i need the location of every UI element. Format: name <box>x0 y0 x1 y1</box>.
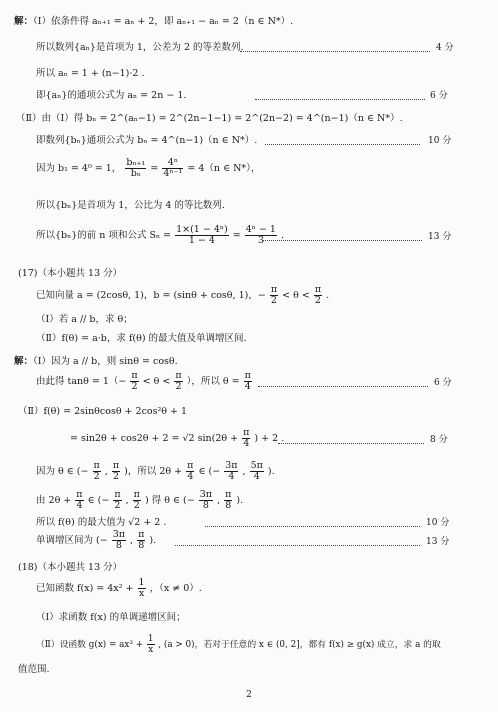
line-text: 即{aₙ}的通项公式为 aₙ = 2n − 1. <box>36 90 187 101</box>
score-leader <box>258 386 428 387</box>
fraction: $\frac{\pi}{4}$ <box>187 460 194 482</box>
equation-line: 已知向量 a = (2cosθ, 1)，b = (sinθ + cosθ, 1)，− $\frac{\pi}{2}$ < θ < $\frac{\pi}{2}$ . <box>36 284 330 306</box>
fraction: $\frac{1}{x}$ <box>147 634 154 655</box>
score-leader <box>205 526 420 527</box>
line-text: （Ⅱ）f(θ) = 2sinθcosθ + 2cos²θ + 1 <box>18 406 188 417</box>
line-text: 所以{bₙ}是首项为 1，公比为 4 的等比数列. <box>36 200 225 211</box>
equation-line: 所以{bₙ}的前 n 项和公式 Sₙ = $\frac{\text{1×(1 − 4ⁿ)}}{1 - 4}$ = $\frac{\text{4ⁿ − 1}}{3}$ . <box>36 224 285 246</box>
equation-line: （Ⅱ）设函数 g(x) = ax³ + $\frac{1}{x}$ , (a > 0)，若对于任意的 x ∈ (0, 2]，都有 f(x) ≥ g(x) 成立，求 a 的取 <box>36 634 441 655</box>
score-leader <box>278 443 424 444</box>
fraction: $\frac{1}{x}$ <box>138 577 145 599</box>
score-leader <box>265 144 420 145</box>
fraction: $\frac{3\pi}{4}$ <box>225 460 238 482</box>
equation-line: = sin2θ + cos2θ + 2 = √2 sin(2θ + $\frac{\pi}{4}$ ) + 2 . <box>70 427 285 449</box>
question-part: （Ⅰ）若 a // b，求 θ； <box>36 314 133 325</box>
line-text: 值范围. <box>18 664 50 675</box>
score: 8 分 <box>430 435 448 445</box>
fraction: $\frac{\text{1×(1 − 4ⁿ)}}{1 - 4}$ <box>176 224 228 246</box>
score: 4 分 <box>436 43 454 53</box>
fraction: $\frac{\pi}{4}$ <box>244 370 251 392</box>
equation-line: 因为 b₁ = 4⁰ = 1， $\frac{\text{bₙ₊₁}}{\text{bₙ}}$ = $\frac{\text{4ⁿ}}{\text{4ⁿ⁻¹}}$ = 4（n ∈ N*）， <box>36 157 261 179</box>
score: 6 分 <box>430 91 448 101</box>
fraction: $\frac{\pi}{2}$ <box>93 460 100 482</box>
line-text: 因为 b₁ = 4⁰ = 1， <box>36 163 122 174</box>
equation-line: 由此得 tanθ = 1（− $\frac{\pi}{2}$ < θ < $\frac{\pi}{2}$ ），所以 θ = $\frac{\pi}{4}$ <box>36 370 251 392</box>
fraction: $\frac{\pi}{2}$ <box>175 370 182 392</box>
page-number: 2 <box>246 690 252 700</box>
line-text: 即数列{bₙ}通项公式为 bₙ = 4^(n−1)（n ∈ N*）. <box>36 135 258 146</box>
line-text: 所以 aₙ = 1 + (n−1)·2 . <box>36 68 145 79</box>
line-text: （Ⅰ）依条件得 aₙ₊₁ = aₙ + 2，即 aₙ₊₁ − aₙ = 2（n ∈ N*）. <box>33 16 294 27</box>
fraction: $\frac{5\pi}{4}$ <box>250 460 263 482</box>
solution-label: 解： <box>14 16 34 27</box>
line-text: 所以 f(θ) 的最大值为 √2 + 2 . <box>36 517 167 528</box>
score-leader <box>240 51 430 52</box>
fraction: $\frac{\pi}{8}$ <box>138 529 145 551</box>
fraction: $\frac{\pi}{2}$ <box>114 489 121 511</box>
fraction: $\frac{3\pi}{8}$ <box>199 489 212 511</box>
problem-header: (17)（本小题共 13 分） <box>18 268 123 279</box>
equation-line: 单调增区间为 (− $\frac{3\pi}{8}$ , $\frac{\pi}{8}$ ). <box>36 529 157 551</box>
score: 13 分 <box>428 232 452 242</box>
line-text: （Ⅱ）由（Ⅰ）得 bₙ = 2^(aₙ−1) = 2^(2n−1−1) = 2^(2n−2) = 4^(n−1)（n ∈ N*）. <box>16 113 403 124</box>
fraction: $\frac{\pi}{8}$ <box>225 489 232 511</box>
line-text: 所以数列{aₙ}是首项为 1，公差为 2 的等差数列. <box>36 42 244 53</box>
equation-line: 已知函数 f(x) = 4x² + $\frac{1}{x}$ ，（x ≠ 0）. <box>36 577 202 599</box>
fraction: $\frac{\pi}{2}$ <box>131 370 138 392</box>
score-leader <box>175 545 420 546</box>
question-part: （Ⅱ）f(θ) = a·b，求 f(θ) 的最大值及单调增区间. <box>36 333 247 344</box>
fraction: $\frac{\text{4ⁿ}}{\text{4ⁿ⁻¹}}$ <box>163 157 183 179</box>
fraction: $\frac{\pi}{4}$ <box>243 427 250 449</box>
fraction: $\frac{3\pi}{8}$ <box>112 529 126 551</box>
fraction: $\frac{\pi}{2}$ <box>270 284 278 306</box>
fraction: $\frac{\pi}{2}$ <box>112 460 120 482</box>
score: 10 分 <box>426 518 450 528</box>
question-part: （Ⅰ）求函数 f(x) 的单调递增区间； <box>36 612 186 623</box>
solution-line: 解：（Ⅰ）因为 a // b，则 sinθ = cosθ. <box>14 356 178 367</box>
score-leader <box>262 240 422 241</box>
equation-line: 由 2θ + $\frac{\pi}{4}$ ∈ (− $\frac{\pi}{2}$ , $\frac{\pi}{2}$ ) 得 θ ∈ (− $\frac{3\pi}{8}$ , $\frac{\pi}{8}$ ). <box>36 489 244 511</box>
fraction: $\frac{\pi}{4}$ <box>76 489 83 511</box>
score: 6 分 <box>434 378 452 388</box>
score-leader <box>255 99 425 100</box>
solution-label: 解： <box>14 356 34 367</box>
problem-header: (18)（本小题共 13 分） <box>18 562 123 573</box>
fraction: $\frac{\pi}{2}$ <box>133 489 140 511</box>
score: 10 分 <box>428 136 452 146</box>
fraction: $\frac{\text{bₙ₊₁}}{\text{bₙ}}$ <box>126 157 146 179</box>
score: 13 分 <box>426 537 450 547</box>
fraction: $\frac{\pi}{2}$ <box>314 284 322 306</box>
fraction: $\frac{\text{4ⁿ − 1}}{3}$ <box>245 224 276 246</box>
solution-line <box>14 16 293 28</box>
equation-line: 因为 θ ∈ (− $\frac{\pi}{2}$ , $\frac{\pi}{2}$ )，所以 2θ + $\frac{\pi}{4}$ ∈ (− $\frac{3\pi}{4}$ , $\frac{5\pi}{4}$ ). <box>36 460 275 482</box>
